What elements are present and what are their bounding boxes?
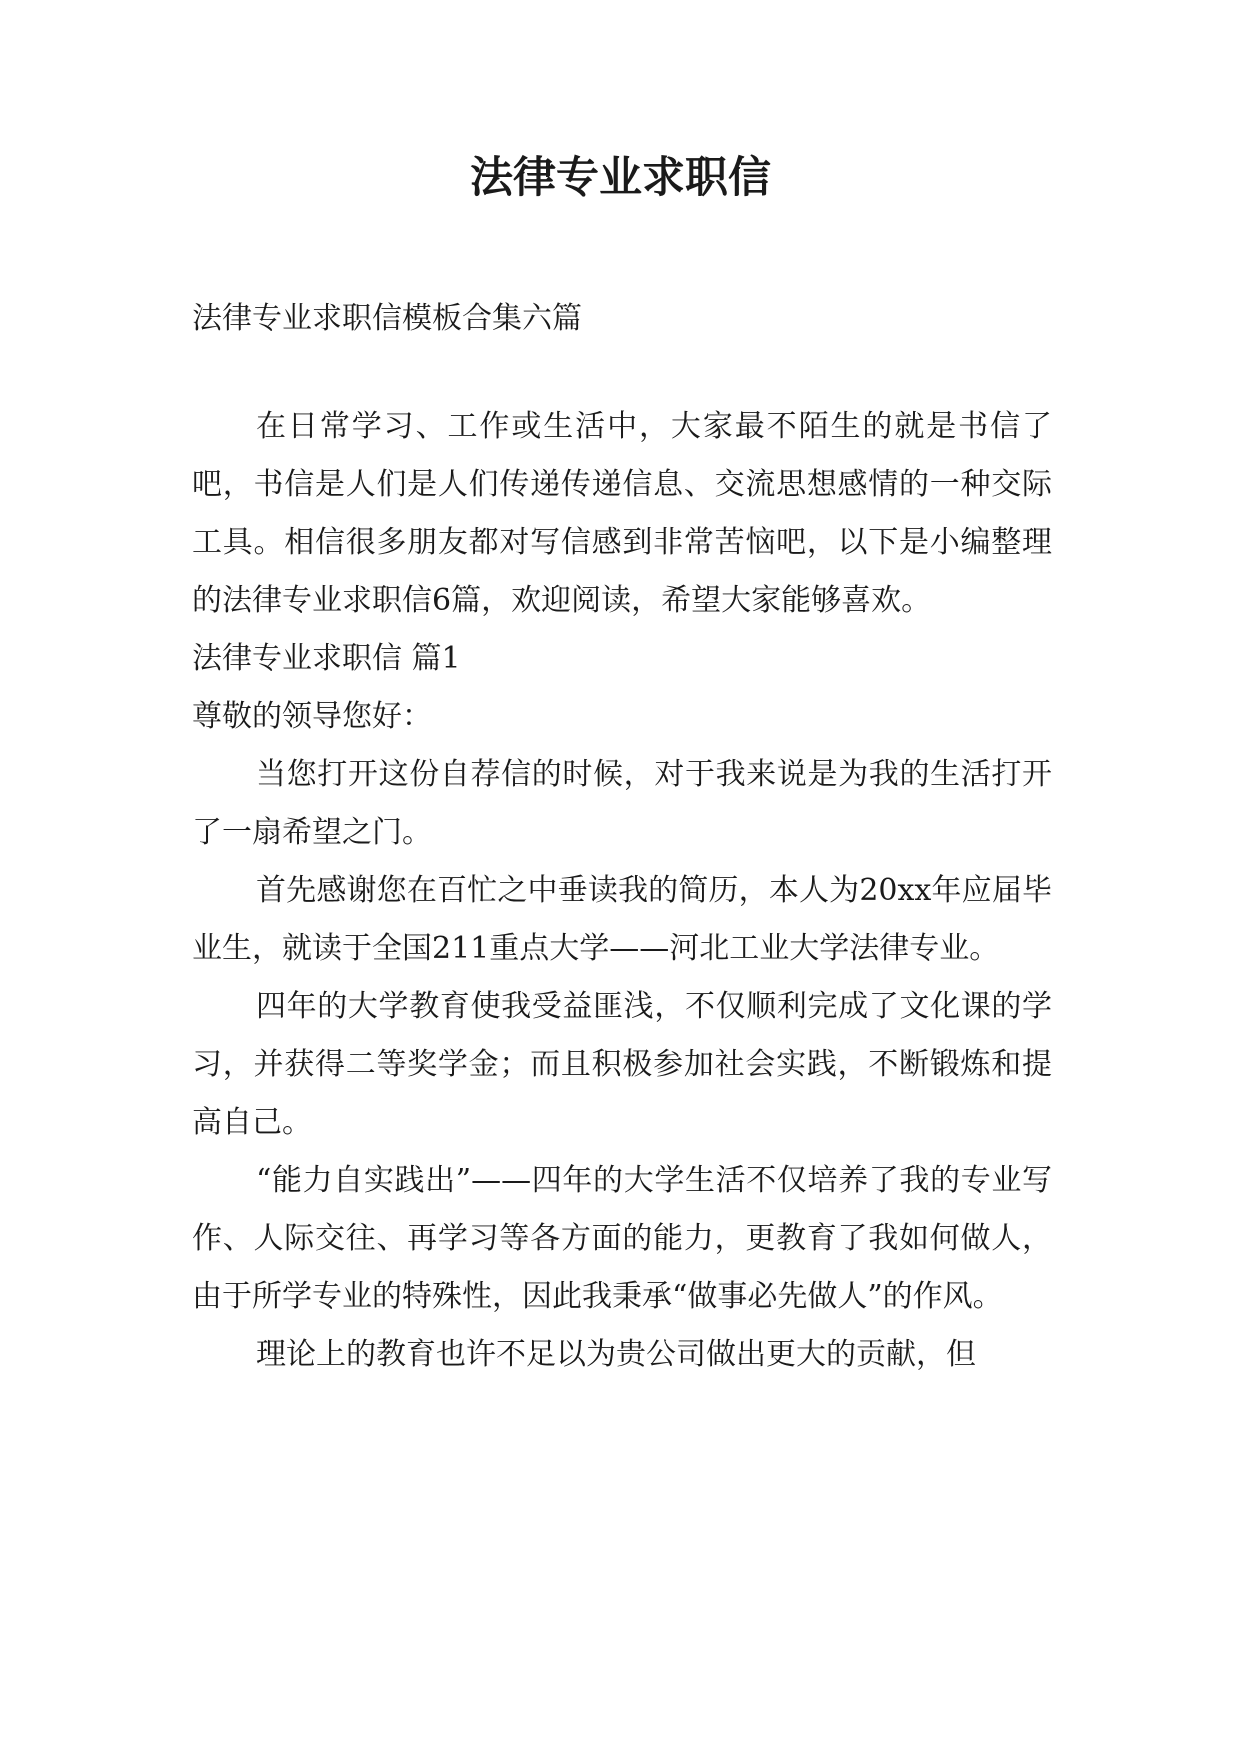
body-paragraph-5: 理论上的教育也许不足以为贵公司做出更大的贡献，但 xyxy=(256,1337,976,1372)
letter-greeting: 尊敬的领导您好： xyxy=(192,699,432,734)
body-paragraph-1: 当您打开这份自荐信的时候，对于我来说是为我的生活打开了一扇希望之门。 xyxy=(192,757,1052,850)
intro-paragraph: 在日常学习、工作或生活中，大家最不陌生的就是书信了吧，书信是人们是人们传递传递信息、交流思想感情的一种交际工具。相信很多朋友都对写信感到非常苦恼吧，以下是小编整理的法律专业求职信6篇，欢迎阅读，希望大家能够喜欢。 xyxy=(192,409,1052,618)
body-paragraph-2: 首先感谢您在百忙之中垂读我的简历，本人为20xx年应届毕业生，就读于全国211重点大学——河北工业大学法律专业。 xyxy=(192,873,1052,966)
document-body xyxy=(192,290,1052,1384)
section-heading: 法律专业求职信 篇1 xyxy=(192,641,461,676)
document-title: 法律专业求职信 xyxy=(470,153,771,203)
document-subtitle: 法律专业求职信模板合集六篇 xyxy=(192,301,582,336)
body-paragraph-4: “能力自实践出”——四年的大学生活不仅培养了我的专业写作、人际交往、再学习等各方面的能力，更教育了我如何做人，由于所学专业的特殊性，因此我秉承“做事必先做人”的作风。 xyxy=(192,1163,1052,1314)
body-paragraph-3: 四年的大学教育使我受益匪浅，不仅顺利完成了文化课的学习，并获得二等奖学金；而且积极参加社会实践，不断锻炼和提高自己。 xyxy=(192,989,1052,1140)
